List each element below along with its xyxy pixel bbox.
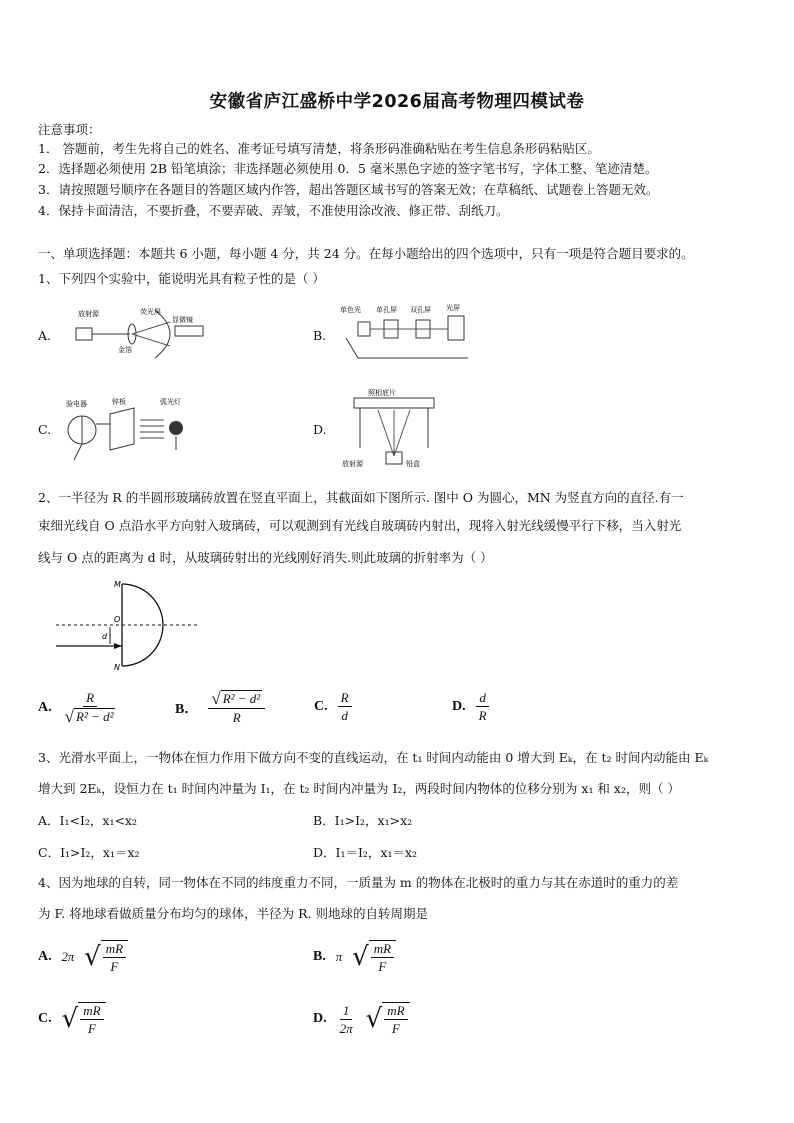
q2-line-2: 束细光线自 O 点沿水平方向射入玻璃砖，可以观测到有光线自玻璃砖内射出，现将入射光线缓慢平行下移，当入射光	[38, 518, 682, 533]
q2b-numerator: R² − d²	[222, 691, 261, 706]
q1c-text-lamp: 弧光灯	[160, 398, 181, 406]
q2-figure	[52, 578, 202, 672]
q1b-text-single: 单孔屏	[376, 306, 397, 314]
q2-fig-label-d: d	[102, 632, 108, 641]
q4-line-1: 4、因为地球的自转，同一物体在不同的纬度重力不同，一质量为 m 的物体在北极时的重力与其在赤道时的重力的差	[38, 875, 679, 890]
note-item-1: 1． 答题前，考生先将自己的姓名、准考证号填写清楚，将条形码准确粘贴在考生信息条形码粘贴区。	[38, 141, 600, 156]
q3-line-2: 增大到 2Eₖ，设恒力在 t₁ 时间内冲量为 I₁，在 t₂ 时间内冲量为 I₂，两段时间内物体的位移分别为 x₁ 和 x₂，则（ ）	[38, 781, 680, 796]
q4-label-a: A.	[38, 949, 52, 964]
q4a-den: F	[110, 959, 119, 974]
q4d-coef-den: 2π	[339, 1020, 353, 1036]
note-item-4: 4．保持卡面清洁，不要折叠，不要弄破、弄皱，不准使用涂改液、修正带、刮纸刀。	[38, 203, 509, 218]
q2-option-c[interactable]	[338, 690, 352, 723]
q1-figure-d	[338, 386, 448, 470]
q2-label-b: B．	[175, 701, 199, 717]
notes-heading: 注意事项：	[38, 122, 101, 137]
q2d-numerator: d	[476, 690, 489, 707]
q4-option-a[interactable]: A. 2π √ $\frac{mR}{F}$	[38, 940, 128, 974]
q2-fig-label-m: M	[114, 580, 121, 589]
q4c-num: mR	[80, 1003, 103, 1020]
q1b-text-light: 单色光	[340, 306, 361, 314]
q4-label-b: B.	[313, 949, 326, 964]
q2-option-d[interactable]	[476, 690, 490, 723]
q2-label-d: D.	[452, 698, 466, 714]
q4b-num: mR	[371, 941, 394, 958]
q4-label-c: C.	[38, 1011, 52, 1026]
q4b-den: F	[378, 959, 387, 974]
q4d-den: F	[391, 1021, 400, 1036]
q1-figure-c	[64, 394, 204, 464]
q4-label-d: D.	[313, 1011, 327, 1026]
q1c-text-electroscope: 验电器	[66, 400, 87, 408]
q1d-text-source: 放射源	[342, 460, 363, 468]
q1a-text-microscope: 显微镜	[172, 316, 193, 324]
q2a-denominator: R² − d²	[75, 709, 114, 724]
q4d-coef-num: 1	[340, 1003, 353, 1020]
q2c-denominator: d	[341, 708, 348, 723]
q4c-den: F	[87, 1021, 96, 1036]
q1-label-c: C.	[38, 422, 52, 437]
q1b-text-double: 双孔屏	[410, 306, 431, 314]
q2d-denominator: R	[478, 708, 487, 723]
q1-figure-a	[70, 302, 210, 362]
q2-fig-label-o: O	[114, 615, 121, 624]
q2-label-c: C.	[314, 698, 328, 714]
q1a-text-source: 放射源	[78, 310, 99, 318]
q4b-coef: π	[335, 949, 343, 964]
q4a-num: mR	[103, 941, 126, 958]
page-title: 安徽省庐江盛桥中学2026届高考物理四模试卷	[209, 92, 585, 112]
q4d-num: mR	[384, 1003, 407, 1020]
q1-label-d: D.	[313, 422, 327, 437]
q2-line-1: 2、一半径为 R 的半圆形玻璃砖放置在竖直平面上，其截面如下图所示. 图中 O 为圆心，MN 为竖直方向的直径.有一	[38, 490, 684, 505]
q4a-coef: 2π	[61, 949, 75, 964]
q3-option-d[interactable]: D．I₁＝I₂，x₁＝x₂	[313, 845, 418, 860]
q2c-numerator: R	[338, 690, 352, 707]
q1-label-a: A.	[38, 328, 52, 343]
q3-option-c[interactable]: C．I₁>I₂，x₁＝x₂	[38, 845, 140, 860]
note-item-2: 2．选择题必须使用 2B 铅笔填涂；非选择题必须使用 0．5 毫米黑色字迹的签字笔书写，字体工整、笔迹清楚。	[38, 161, 658, 176]
q1c-text-zinc: 锌板	[112, 398, 126, 406]
q3-option-a[interactable]: A．I₁<I₂，x₁<x₂	[38, 813, 137, 828]
q1-figure-b	[336, 300, 476, 362]
q1a-text-screen: 荧光屏	[140, 308, 161, 316]
q2-option-a[interactable]: R √ R² − d²	[64, 690, 114, 726]
q4-option-d[interactable]: D. $\frac{1}{2\pi}$ √ $\frac{mR}{F}$	[313, 1002, 410, 1036]
q1d-text-film: 照相底片	[368, 389, 396, 397]
q2-option-b[interactable]: √ R² − d² R	[208, 690, 265, 725]
q4-line-2: 为 F. 将地球看做质量分布均匀的球体，半径为 R. 则地球的自转周期是	[38, 906, 428, 921]
q1d-text-box: 铅盒	[406, 460, 420, 468]
q2-line-3: 线与 O 点的距离为 d 时，从玻璃砖射出的光线刚好消失.则此玻璃的折射率为（ ）	[38, 550, 493, 565]
q2-fig-label-n: N	[114, 663, 120, 672]
q2-label-a: A.	[38, 699, 52, 715]
q1-stem: 1、下列四个实验中，能说明光具有粒子性的是（ ）	[38, 271, 325, 286]
q1-label-b: B.	[313, 328, 327, 343]
q3-option-b[interactable]: B．I₁>I₂，x₁>x₂	[313, 813, 413, 828]
section-heading: 一、单项选择题：本题共 6 小题，每小题 4 分，共 24 分。在每小题给出的四个选项中，只有一项是符合题目要求的。	[38, 246, 694, 261]
q2a-numerator: R	[83, 690, 97, 707]
q3-line-1: 3、光滑水平面上，一物体在恒力作用下做方向不变的直线运动，在 t₁ 时间内动能由 0 增大到 Eₖ，在 t₂ 时间内动能由 Eₖ	[38, 750, 709, 765]
q1b-text-screen: 光屏	[446, 304, 460, 312]
q2b-denominator: R	[232, 710, 241, 725]
q4-option-c[interactable]: C. √ $\frac{mR}{F}$	[38, 1002, 106, 1036]
note-item-3: 3．请按照题号顺序在各题目的答题区域内作答，超出答题区域书写的答案无效；在草稿纸、试题卷上答题无效。	[38, 182, 659, 197]
q4-option-b[interactable]: B. π √ $\frac{mR}{F}$	[313, 940, 396, 974]
q1a-text-foil: 金箔	[118, 346, 132, 354]
